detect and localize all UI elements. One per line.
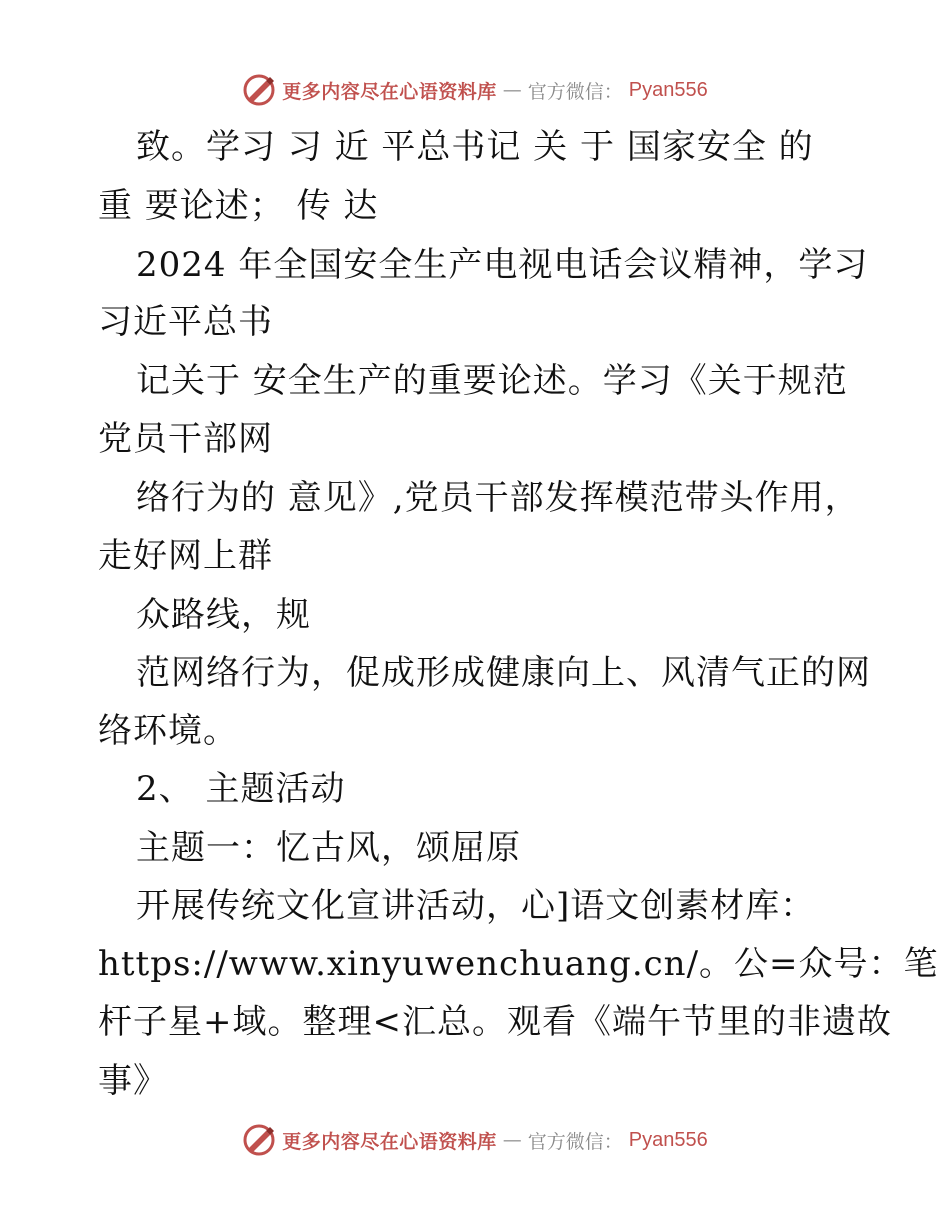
text-line: 络环境。 [98,711,238,751]
pen-logo-icon [242,1123,276,1157]
text-line: 2024 年全国安全生产电视电话会议精神，学习 [136,245,869,285]
text-line: 杆子星+域。整理<汇总。观看《端午节里的非遗故 [98,1002,892,1042]
text-line: 记关于 安全生产的重要论述。学习《关于规范 [136,361,848,401]
footer-wechat-id: Pyan556 [628,1128,708,1151]
text-line: https://www.xinyuwenchuang.cn/。公=众号：笔 [98,944,939,984]
footer-brand-text: 更多内容尽在心语资料库 [282,1130,497,1153]
header-official-label: 官方微信： [527,80,623,103]
footer-dash: — [502,1129,522,1151]
pen-logo-icon [242,73,276,107]
text-line: 致。学习 习 近 平总书记 关 于 国家安全 的 [136,127,814,167]
text-line: 习近平总书 [98,302,273,342]
text-line: 众路线，规 [136,595,311,635]
header-dash: — [502,79,522,101]
text-line: 络行为的 意见》,党员干部发挥模范带头作用， [136,478,860,518]
header-banner [0,70,950,110]
text-line: 范网络行为，促成形成健康向上、风清气正的网 [136,653,871,693]
header-wechat-id: Pyan556 [628,78,708,101]
text-line: 党员干部网 [98,419,273,459]
text-line: 事》 [98,1061,168,1101]
text-line: 重 要论述； 传 达 [98,186,379,226]
text-line: 2、 主题活动 [136,769,346,809]
header-brand-text: 更多内容尽在心语资料库 [282,80,497,103]
footer-banner [0,1120,950,1160]
text-line: 开展传统文化宣讲活动，心]语文创素材库： [136,886,816,926]
footer-official-label: 官方微信： [527,1130,623,1153]
text-line: 走好网上群 [98,536,273,576]
text-line: 主题一：忆古风，颂屈原 [136,828,521,868]
